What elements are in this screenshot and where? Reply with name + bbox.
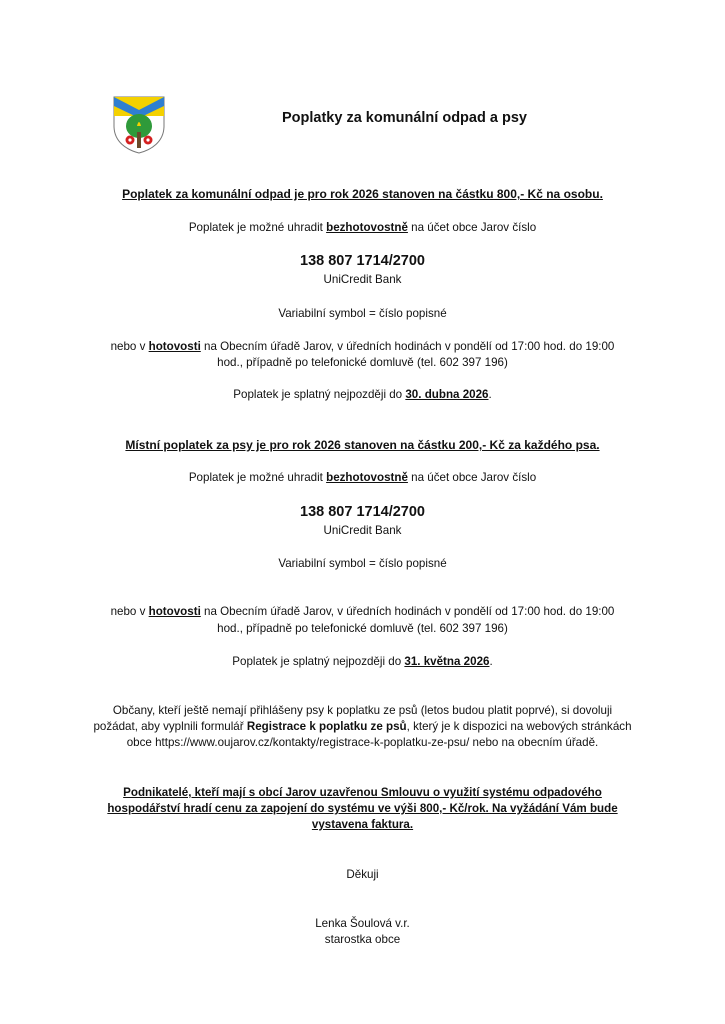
dog-cash-info-line2: hod., případně po telefonické domluvě (tel. 602 397 196) (217, 622, 508, 635)
village-coat-of-arms-icon (113, 96, 165, 154)
closing-thanks: Děkuji (346, 868, 379, 881)
dog-fee-heading: Místní poplatek za psy je pro rok 2026 stanoven na částku 200,- Kč za každého psa. (125, 438, 600, 452)
waste-account-number: 138 807 1714/2700 (300, 253, 425, 269)
dog-due-date: Poplatek je splatný nejpozději do 31. května 2026. (232, 655, 493, 668)
waste-variable-symbol: Variabilní symbol = číslo popisné (278, 307, 447, 320)
waste-bank-name: UniCredit Bank (323, 273, 402, 286)
signature-role: starostka obce (324, 933, 401, 946)
dog-variable-symbol: Variabilní symbol = číslo popisné (278, 557, 447, 570)
dog-bank-name: UniCredit Bank (323, 524, 402, 537)
signature-name: Lenka Šoulová v.r. (315, 917, 410, 930)
page-title: Poplatky za komunální odpad a psy (282, 110, 527, 126)
business-notice: Podnikatelé, kteří mají s obcí Jarov uzavřenou Smlouvu o využití systému odpadového hospodářství hradí cenu za zapojení do systému ve výši 800,- Kč/rok. Na vyžádání Vám bude vystavena faktura. (107, 786, 618, 831)
waste-cash-info-line2: hod., případně po telefonické domluvě (tel. 602 397 196) (217, 356, 508, 369)
dog-payment-info: Poplatek je možné uhradit bezhotovostně na účet obce Jarov číslo (188, 471, 537, 484)
waste-cash-info: nebo v hotovosti na Obecním úřadě Jarov, v úředních hodinách v pondělí od 17:00 hod. do 19:00 (110, 340, 615, 353)
dog-account-number: 138 807 1714/2700 (300, 504, 425, 520)
waste-payment-info: Poplatek je možné uhradit bezhotovostně na účet obce Jarov číslo (188, 221, 537, 234)
waste-fee-heading: Poplatek za komunální odpad je pro rok 2026 stanoven na částku 800,- Kč na osobu. (122, 187, 603, 201)
waste-due-date: Poplatek je splatný nejpozději do 30. dubna 2026. (233, 388, 492, 401)
registration-paragraph: Občany, kteří ještě nemají přihlášeny psy k poplatku ze psů (letos budou platit poprvé), si dovoluji požádat, aby vyplnili formulář Registrace k poplatku ze psů, který je k dispozici na webových stránkách obce https://www.oujarov.cz/kontakty/registrace-k-poplatku-ze-psu/ nebo na obecním úřadě. (93, 704, 632, 749)
dog-cash-info: nebo v hotovosti na Obecním úřadě Jarov, v úředních hodinách v pondělí od 17:00 hod. do 19:00 (110, 605, 615, 618)
